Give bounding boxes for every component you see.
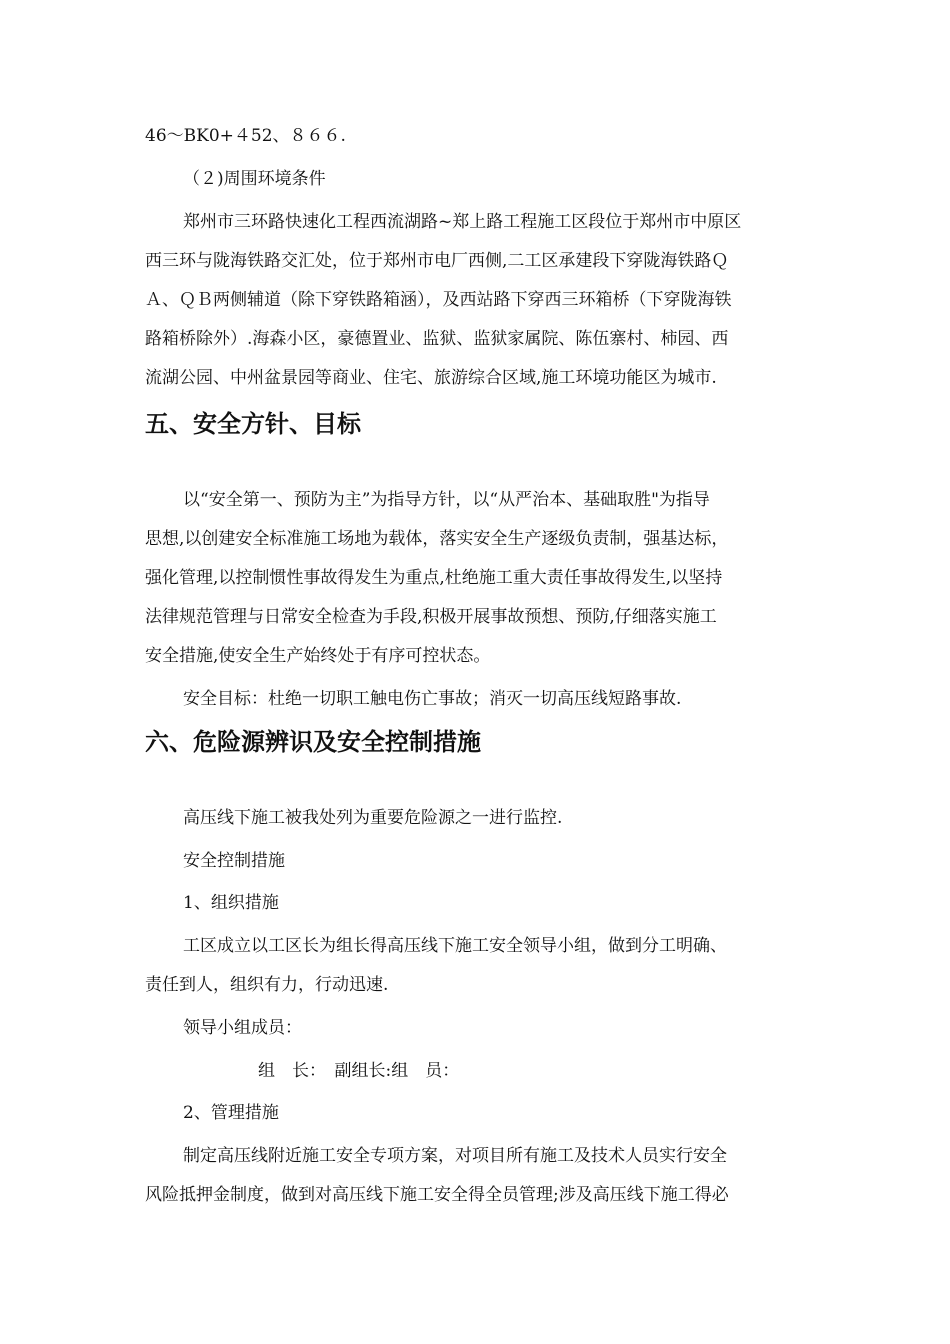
text-line: 流湖公园、中州盆景园等商业、住宅、旅游综合区域,施工环境功能区为城市. bbox=[145, 368, 717, 388]
team-roles-line: 组 长： 副组长:组 员： bbox=[258, 1061, 460, 1081]
subheading-organization-measures: 1、组织措施 bbox=[183, 893, 279, 913]
text-line: 责任到人，组织有力，行动迅速. bbox=[145, 975, 389, 995]
text-line: Ａ、ＱＢ两侧辅道（除下穿铁路箱涵），及西站路下穿西三环箱桥（下穿陇海铁 bbox=[145, 290, 732, 310]
text-line: 安全措施,使安全生产始终处于有序可控状态。 bbox=[145, 646, 491, 666]
text-line: 工区成立以工区长为组长得高压线下施工安全领导小组，做到分工明确、 bbox=[183, 936, 727, 956]
subheading-environment: （２)周围环境条件 bbox=[183, 169, 326, 189]
text-line: 风险抵押金制度，做到对高压线下施工安全得全员管理;涉及高压线下施工得必 bbox=[145, 1185, 729, 1205]
section-heading-safety-policy: 五、安全方针、目标 bbox=[145, 410, 361, 438]
text-line: 思想,以创建安全标准施工场地为载体，落实安全生产逐级负责制，强基达标， bbox=[145, 529, 729, 549]
text-line: 西三环与陇海铁路交汇处，位于郑州市电厂西侧,二工区承建段下穿陇海铁路Ｑ bbox=[145, 251, 729, 271]
text-line: 强化管理,以控制惯性事故得发生为重点,杜绝施工重大责任事故得发生,以坚持 bbox=[145, 568, 723, 588]
text-line: 法律规范管理与日常安全检查为手段,积极开展事故预想、预防,仔细落实施工 bbox=[145, 607, 717, 627]
text-line: 领导小组成员： bbox=[183, 1018, 302, 1038]
text-line: 制定高压线附近施工安全专项方案，对项目所有施工及技术人员实行安全 bbox=[183, 1146, 727, 1166]
subheading-control-measures: 安全控制措施 bbox=[183, 851, 285, 871]
text-line: 46～BK0+４52、８６６. bbox=[145, 126, 346, 146]
subheading-management-measures: 2、管理措施 bbox=[183, 1103, 279, 1123]
text-line: 安全目标：杜绝一切职工触电伤亡事故；消灭一切高压线短路事故. bbox=[183, 689, 682, 709]
text-line: 郑州市三环路快速化工程西流湖路~郑上路工程施工区段位于郑州市中原区 bbox=[183, 212, 742, 232]
section-heading-hazard-control: 六、危险源辨识及安全控制措施 bbox=[145, 728, 481, 756]
text-line: 以“安全第一、预防为主”为指导方针，以“从严治本、基础取胜"为指导 bbox=[183, 490, 710, 510]
text-line: 高压线下施工被我处列为重要危险源之一进行监控. bbox=[183, 808, 563, 828]
text-line: 路箱桥除外）.海森小区，豪德置业、监狱、监狱家属院、陈伍寨村、柿园、西 bbox=[145, 329, 729, 349]
